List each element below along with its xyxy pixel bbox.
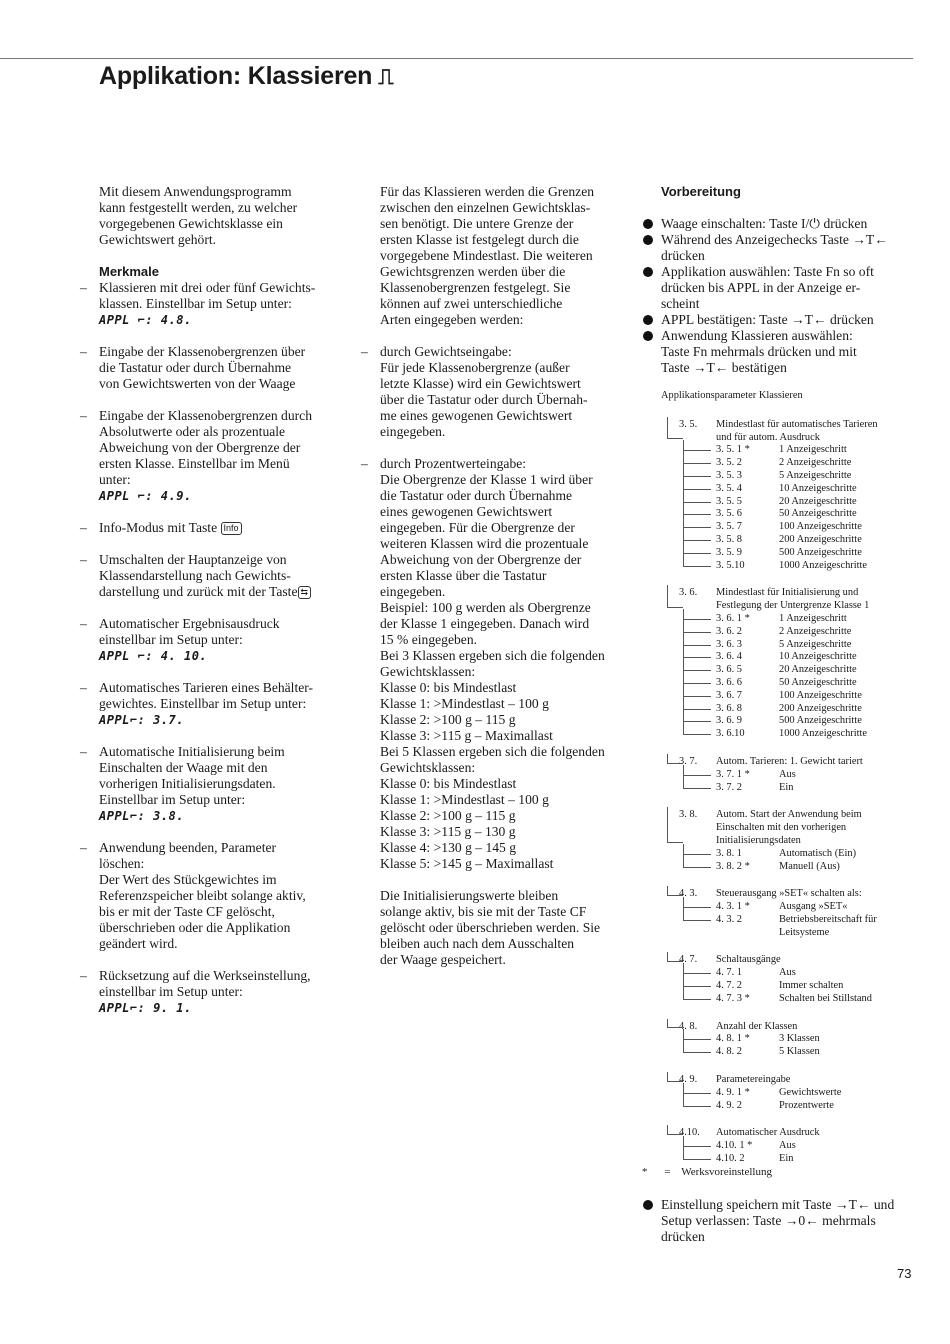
tree-group-title: Mindestlast für automatisches Tarieren und für autom. Ausdruck <box>716 418 878 443</box>
preparation-step-text: Waage einschalten: Taste I/⏻ drücken <box>661 216 868 231</box>
tree-group <box>661 419 921 573</box>
tree-option-label: Prozentwerte <box>779 1099 834 1111</box>
tree-option <box>661 782 921 795</box>
tree-option <box>661 444 921 457</box>
tree-option <box>661 639 921 652</box>
tree-group-title: Mindestlast für Initialisierung und Festlegung der Untergrenze Klasse 1 <box>716 587 870 612</box>
tree-option-label: 50 Anzeigeschritte <box>779 676 857 688</box>
tree-caption: Applikationsparameter Klassieren <box>661 390 803 401</box>
feature-text: Eingabe der Klassenobergrenzen über die Tastatur oder durch Übernahme von Gewichtswerten von der Waage <box>99 344 306 391</box>
tree-option-code: 4.10. 1 * <box>716 1140 753 1152</box>
tree-option-code: 3. 6. 8 <box>716 702 742 714</box>
tree-option-code: 3. 7. 1 * <box>716 768 750 780</box>
tree-option-label: Automatisch (Ein) <box>779 847 857 859</box>
feature-text: Umschalten der Hauptanzeige von Klassendarstellung nach Gewichts- darstellung und zurück mit der Taste ⇆ <box>99 552 349 600</box>
footnote-eq: = <box>664 1166 671 1178</box>
features-list <box>80 280 349 1016</box>
tree-option-code: 3. 6.10 <box>716 728 745 740</box>
tree-option-code: 3. 5. 5 <box>716 495 742 507</box>
list-item-percent-entry: – durch Prozentwerteingabe: Die Obergrenze der Klasse 1 wird über die Tastatur oder durch Übernahme eines gewogenen Gewichtswert eingegeben. Für die Obergrenze der weiteren Klassen wird die prozentuale Abweichung von der Obergrenze der ersten Klasse über die Tastatur eingegeben. Beispiel: 100 g werden als Obergrenze der Klasse 1 eingegeben. Danach wird 15 % eingegeben. Bei 3 Klassen ergeben sich die folgenden Gewichtsklassen: Klasse 0: bis Mindestlast Klasse 1: >Mindestlast – 100 g Klasse 2: >100 g – 115 g Klasse 3: >115 g – Maximallast Bei 5 Klassen ergeben sich die folgenden Gewichtsklassen: Klasse 0: bis Mindestlast Klasse 1: >Mindestlast – 100 g Klasse 2: >100 g – 115 g Klasse 3: >115 g – 130 g Klasse 4: >130 g – 145 g Klasse 5: >145 g – Maximallast <box>380 456 630 872</box>
tree-option <box>661 521 921 534</box>
tree-option <box>661 703 921 716</box>
tree-group-number: 4. 8. <box>679 1020 698 1032</box>
tree-option-label: 500 Anzeigeschritte <box>779 546 862 558</box>
feature-item: – Umschalten der Hauptanzeige von Klassendarstellung nach Gewichts- darstellung und zurück mit der Taste ⇆ <box>99 552 349 600</box>
tree-option <box>661 901 921 914</box>
tree-option-label: 10 Anzeigeschritte <box>779 651 857 663</box>
display-code: APPL⌐: 9. 1. <box>99 1001 192 1015</box>
tree-option <box>661 1087 921 1100</box>
tree-option-code: 3. 6. 5 <box>716 664 742 676</box>
tree-group <box>661 587 921 741</box>
tree-option-label: 20 Anzeigeschritte <box>779 664 857 676</box>
tree-option-label: 5 Anzeigeschritte <box>779 469 852 481</box>
tree-option <box>661 1046 921 1059</box>
feature-text: Eingabe der Klassenobergrenzen durch Absolutwerte oder als prozentuale Abweichung von der Obergrenze der ersten Klasse. Einstellbar im Menü unter: <box>99 408 313 487</box>
tree-option-label: 20 Anzeigeschritte <box>779 495 857 507</box>
feature-item: – Eingabe der Klassenobergrenzen über die Tastatur oder durch Übernahme von Gewichtswerten von der Waage <box>99 344 349 392</box>
tree-option-code: 4. 7. 2 <box>716 980 742 992</box>
tree-group <box>661 1074 921 1112</box>
tree-option-code: 3. 5.10 <box>716 559 745 571</box>
tree-option-label: 1 Anzeigeschritt <box>779 444 847 456</box>
display-code: APPL⌐: 3.7. <box>99 713 184 727</box>
tree-option <box>661 534 921 547</box>
feature-item: – Klassieren mit drei oder fünf Gewichts- klassen. Einstellbar im Setup unter: APPL ⌐: 4.8. <box>99 280 349 328</box>
tree-option-label: Immer schalten <box>779 980 844 992</box>
tree-option <box>661 651 921 664</box>
preparation-step-text: Anwendung Klassieren auswählen: Taste Fn mehrmals drücken und mit Taste →T← bestätigen <box>661 328 857 375</box>
tree-option-label: 100 Anzeigeschritte <box>779 521 862 533</box>
tree-group-number: 4. 9. <box>679 1074 698 1086</box>
column-features <box>80 184 349 1016</box>
tree-option <box>661 664 921 677</box>
tree-option-label: 50 Anzeigeschritte <box>779 508 857 520</box>
bullet-dot <box>643 315 653 325</box>
tree-option-label: Ein <box>779 1153 794 1165</box>
preparation-step <box>661 264 911 312</box>
bullet-dot <box>643 331 653 341</box>
tree-option <box>661 626 921 639</box>
preparation-list <box>661 216 911 376</box>
tree-option-code: 4. 7. 3 * <box>716 992 750 1004</box>
tree-group-title: Anzahl der Klassen <box>716 1020 798 1032</box>
tree-option <box>661 690 921 703</box>
tree-option-code: 3. 6. 9 <box>716 715 742 727</box>
tree-option-label: 1000 Anzeigeschritte <box>779 728 868 740</box>
weight-entry-text: durch Gewichtseingabe: Für jede Klassenobergrenze (außer letzte Klasse) wird ein Gewichtswert über die Tastatur oder durch Übernah- me eines gewogenen Gewichtswert eingegeben. <box>380 344 588 439</box>
tree-option <box>661 677 921 690</box>
tree-option-code: 4. 9. 1 * <box>716 1086 750 1098</box>
tree-group <box>661 756 921 794</box>
tree-option <box>661 1100 921 1113</box>
key-info-icon: Info <box>221 522 242 535</box>
top-rule <box>0 58 913 59</box>
tree-option-label: 500 Anzeigeschritte <box>779 715 862 727</box>
bullet-dot <box>643 267 653 277</box>
display-code: APPL⌐: 3.8. <box>99 809 184 823</box>
tree-option <box>661 496 921 509</box>
tree-option-code: 4.10. 2 <box>716 1153 745 1165</box>
tree-group <box>661 954 921 1005</box>
tree-option <box>661 728 921 741</box>
tree-group <box>661 809 921 873</box>
description-intro: Für das Klassieren werden die Grenzen zwischen den einzelnen Gewichtsklas- sen benötigt. Die untere Grenze der ersten Klasse ist festgelegt durch die vorgegebene Mindestlast. Die weiteren Gewichtsgrenzen werden über die Klassenobergrenzen festgelegt. Sie können auf zwei unterschiedliche Arten eingegeben werden: <box>380 184 595 327</box>
tree-option-code: 3. 5. 9 <box>716 546 742 558</box>
tree-option <box>661 1153 921 1166</box>
preparation-step <box>661 312 911 328</box>
display-code: APPL ⌐: 4. 10. <box>99 649 208 663</box>
tree-option-code: 3. 6. 1 * <box>716 612 750 624</box>
percent-entry-text: durch Prozentwerteingabe: Die Obergrenze der Klasse 1 wird über die Tastatur oder durch Übernahme eines gewogenen Gewichtswert eingegeben. Für die Obergrenze der weiteren Klassen wird die prozentuale Abweichung von der Obergrenze der ersten Klasse über die Tastatur eingegeben. Beispiel: 100 g werden als Obergrenze der Klasse 1 eingegeben. Danach wird 15 % eingegeben. Bei 3 Klassen ergeben sich die folgenden Gewichtsklassen: Klasse 0: bis Mindestlast Klasse 1: >Mindestlast – 100 g Klasse 2: >100 g – 115 g Klasse 3: >115 g – Maximallast Bei 5 Klassen ergeben sich die folgenden Gewichtsklassen: Klasse 0: bis Mindestlast Klasse 1: >Mindestlast – 100 g Klasse 2: >100 g – 115 g Klasse 3: >115 g – 130 g Klasse 4: >130 g – 145 g Klasse 5: >145 g – Maximallast <box>380 456 605 871</box>
feature-text: Automatische Initialisierung beim Einschalten der Waage mit den vorherigen Initialisierungsdaten. Einstellbar im Setup unter: <box>99 744 285 807</box>
tree-option-label: 1 Anzeigeschritt <box>779 612 847 624</box>
tree-option-code: 3. 7. 2 <box>716 781 742 793</box>
tree-option-label: 5 Anzeigeschritte <box>779 638 852 650</box>
page-number: 73 <box>897 1266 912 1281</box>
tree-group-title: Schaltausgänge <box>716 954 781 966</box>
display-code: APPL ⌐: 4.9. <box>99 489 192 503</box>
tree-option-label: Aus <box>779 1140 796 1152</box>
preparation-step <box>661 232 911 264</box>
tree-option-label: 200 Anzeigeschritte <box>779 702 862 714</box>
tree-option-label: Ausgang »SET« <box>779 901 848 913</box>
tree-group-title: Steuerausgang »SET« schalten als: <box>716 888 862 900</box>
tree-option-label: 100 Anzeigeschritte <box>779 689 862 701</box>
tree-option-code: 3. 8. 2 * <box>716 860 750 872</box>
tree-option <box>661 560 921 573</box>
feature-item: – Automatische Initialisierung beim Einschalten der Waage mit den vorherigen Initialisierungsdaten. Einstellbar im Setup unter: APPL⌐: 3.8. <box>99 744 349 824</box>
tree-option-label: Schalten bei Stillstand <box>779 992 872 1004</box>
column-preparation <box>661 184 911 376</box>
bullet-dot <box>643 219 653 229</box>
tree-option-code: 3. 5. 4 <box>716 482 742 494</box>
feature-item: – Automatisches Tarieren eines Behälter- gewichtes. Einstellbar im Setup unter: APPL⌐: 3.7. <box>99 680 349 728</box>
tree-group <box>661 1021 921 1059</box>
tree-group-number: 3. 7. <box>679 755 698 767</box>
tree-option <box>661 483 921 496</box>
feature-item: – Anwendung beenden, Parameter löschen: Der Wert des Stückgewichtes im Referenzspeicher bleibt solange aktiv, bis er mit der Taste CF gelöscht, überschrieben oder die Applikation geändert wird. <box>99 840 349 952</box>
tree-option-code: 3. 6. 3 <box>716 638 742 650</box>
feature-item: – Rücksetzung auf die Werkseinstellung, einstellbar im Setup unter: APPL⌐: 9. 1. <box>99 968 349 1016</box>
tree-option-label: Manuell (Aus) <box>779 860 840 872</box>
tree-option-code: 4. 8. 1 * <box>716 1033 750 1045</box>
tree-option-code: 4. 9. 2 <box>716 1099 742 1111</box>
display-code: APPL ⌐: 4.8. <box>99 313 192 327</box>
feature-item: – Info-Modus mit Taste Info <box>99 520 349 536</box>
tree-option <box>661 547 921 560</box>
tree-option-label: Aus <box>779 768 796 780</box>
tree-group-number: 4.10. <box>679 1127 700 1139</box>
preparation-step-text: Während des Anzeigechecks Taste →T← drücken <box>661 232 888 263</box>
tree-group-title: Autom. Tarieren: 1. Gewicht tariert <box>716 755 863 767</box>
preparation-step-text: APPL bestätigen: Taste →T← drücken <box>661 312 874 327</box>
tree-option-label: Ein <box>779 781 794 793</box>
tree-option-code: 3. 6. 7 <box>716 689 742 701</box>
preparation-step <box>661 328 911 376</box>
feature-text: Anwendung beenden, Parameter löschen: Der Wert des Stückgewichtes im Referenzspeicher bleibt solange aktiv, bis er mit der Taste CF gelöscht, überschrieben oder die Applikation geändert wird. <box>99 840 306 951</box>
features-heading: Merkmale <box>99 264 159 279</box>
tree-option-label: 200 Anzeigeschritte <box>779 533 862 545</box>
footnote <box>642 1166 772 1178</box>
tree-option <box>661 967 921 980</box>
tree-option-code: 3. 5. 6 <box>716 508 742 520</box>
tree-option-code: 3. 6. 4 <box>716 651 742 663</box>
tree-option <box>661 980 921 993</box>
tree-group-number: 3. 8. <box>679 809 698 821</box>
tree-option-label: Betriebsbereitschaft für Leitsysteme <box>779 913 877 938</box>
tree-group <box>661 1127 921 1165</box>
tree-option-code: 3. 6. 2 <box>716 625 742 637</box>
tree-option-code: 4. 7. 1 <box>716 967 742 979</box>
tree-option <box>661 613 921 626</box>
tree-group <box>661 888 921 939</box>
footnote-mark: * <box>642 1166 648 1178</box>
tree-option-code: 3. 6. 6 <box>716 676 742 688</box>
tree-option <box>661 861 921 874</box>
tree-group-title: Parametereingabe <box>716 1074 791 1086</box>
tree-option <box>661 848 921 861</box>
tree-option <box>661 508 921 521</box>
parameter-tree <box>661 390 921 1181</box>
tree-option-code: 3. 5. 1 * <box>716 444 750 456</box>
tree-group-title: Automatischer Ausdruck <box>716 1127 820 1139</box>
preparation-step-text: Applikation auswählen: Taste Fn so oft drücken bis APPL in der Anzeige er- scheint <box>661 264 874 311</box>
feature-text: Rücksetzung auf die Werkseinstellung, einstellbar im Setup unter: <box>99 968 311 999</box>
tree-option <box>661 914 921 940</box>
tree-option-code: 3. 5. 3 <box>716 469 742 481</box>
tree-option <box>661 457 921 470</box>
save-instruction <box>661 1197 921 1245</box>
tree-option <box>661 993 921 1006</box>
feature-text: Automatischer Ergebnisausdruck einstellbar im Setup unter: <box>99 616 280 647</box>
tree-group-title: Autom. Start der Anwendung beim Einschalten mit den vorherigen Initialisierungsdaten <box>716 809 862 846</box>
tree-option-code: 3. 8. 1 <box>716 847 742 859</box>
preparation-step <box>661 216 911 232</box>
column-description <box>361 184 630 968</box>
tree-option <box>661 1033 921 1046</box>
tree-option <box>661 769 921 782</box>
tree-option-code: 4. 8. 2 <box>716 1046 742 1058</box>
tree-group-number: 4. 3. <box>679 888 698 900</box>
list-item-weight-entry: – durch Gewichtseingabe: Für jede Klassenobergrenze (außer letzte Klasse) wird ein Gewichtswert über die Tastatur oder durch Übernah- me eines gewogenen Gewichtswert eingegeben. <box>380 344 630 440</box>
bullet-dot <box>643 235 653 245</box>
tree-option <box>661 470 921 483</box>
tree-option-label: 3 Klassen <box>779 1033 820 1045</box>
page-title: Applikation: Klassieren ⎍ <box>99 62 394 90</box>
tree-group-number: 3. 6. <box>679 587 698 599</box>
bullet-dot <box>643 1200 653 1210</box>
initialization-note: Die Initialisierungswerte bleiben solange aktiv, bis sie mit der Taste CF gelöscht oder überschrieben werden. Sie bleiben auch nach dem Ausschalten der Waage gespeichert. <box>380 888 601 967</box>
tree-option-code: 4. 3. 2 <box>716 913 742 925</box>
tree-groups <box>661 419 921 1166</box>
intro-text: Mit diesem Anwendungsprogramm kann festgestellt werden, zu welcher vorgegebenen Gewichtsklasse ein Gewichtswert gehört. <box>99 184 298 247</box>
tree-option <box>661 715 921 728</box>
feature-text: Klassieren mit drei oder fünf Gewichts- klassen. Einstellbar im Setup unter: <box>99 280 316 311</box>
tree-option-code: 3. 5. 8 <box>716 533 742 545</box>
tree-option-label: Gewichtswerte <box>779 1086 842 1098</box>
tree-option-code: 3. 5. 2 <box>716 457 742 469</box>
tree-option-label: 1000 Anzeigeschritte <box>779 559 868 571</box>
save-instruction-text: Einstellung speichern mit Taste →T← und Setup verlassen: Taste →0← mehrmals drücken <box>661 1197 895 1244</box>
tree-option-label: 2 Anzeigeschritte <box>779 457 852 469</box>
preparation-heading: Vorbereitung <box>661 184 741 199</box>
feature-item: – Automatischer Ergebnisausdruck einstellbar im Setup unter: APPL ⌐: 4. 10. <box>99 616 349 664</box>
tree-option <box>661 1140 921 1153</box>
footnote-text: Werksvoreinstellung <box>681 1166 772 1178</box>
tree-option-label: 2 Anzeigeschritte <box>779 625 852 637</box>
key-toggle-icon: ⇆ <box>298 586 312 599</box>
tree-group-number: 3. 5. <box>679 418 698 430</box>
feature-item: – Eingabe der Klassenobergrenzen durch Absolutwerte oder als prozentuale Abweichung von der Obergrenze der ersten Klasse. Einstellbar im Menü unter: APPL ⌐: 4.9. <box>99 408 349 504</box>
tree-option-label: 10 Anzeigeschritte <box>779 482 857 494</box>
tree-option-code: 3. 5. 7 <box>716 521 742 533</box>
feature-text: Info-Modus mit Taste Info <box>99 520 349 536</box>
classify-symbol-icon: ⎍ <box>378 64 394 89</box>
tree-group-number: 4. 7. <box>679 954 698 966</box>
feature-text: Automatisches Tarieren eines Behälter- gewichtes. Einstellbar im Setup unter: <box>99 680 314 711</box>
tree-option-label: Aus <box>779 967 796 979</box>
tree-option-code: 4. 3. 1 * <box>716 901 750 913</box>
tree-option-label: 5 Klassen <box>779 1046 820 1058</box>
